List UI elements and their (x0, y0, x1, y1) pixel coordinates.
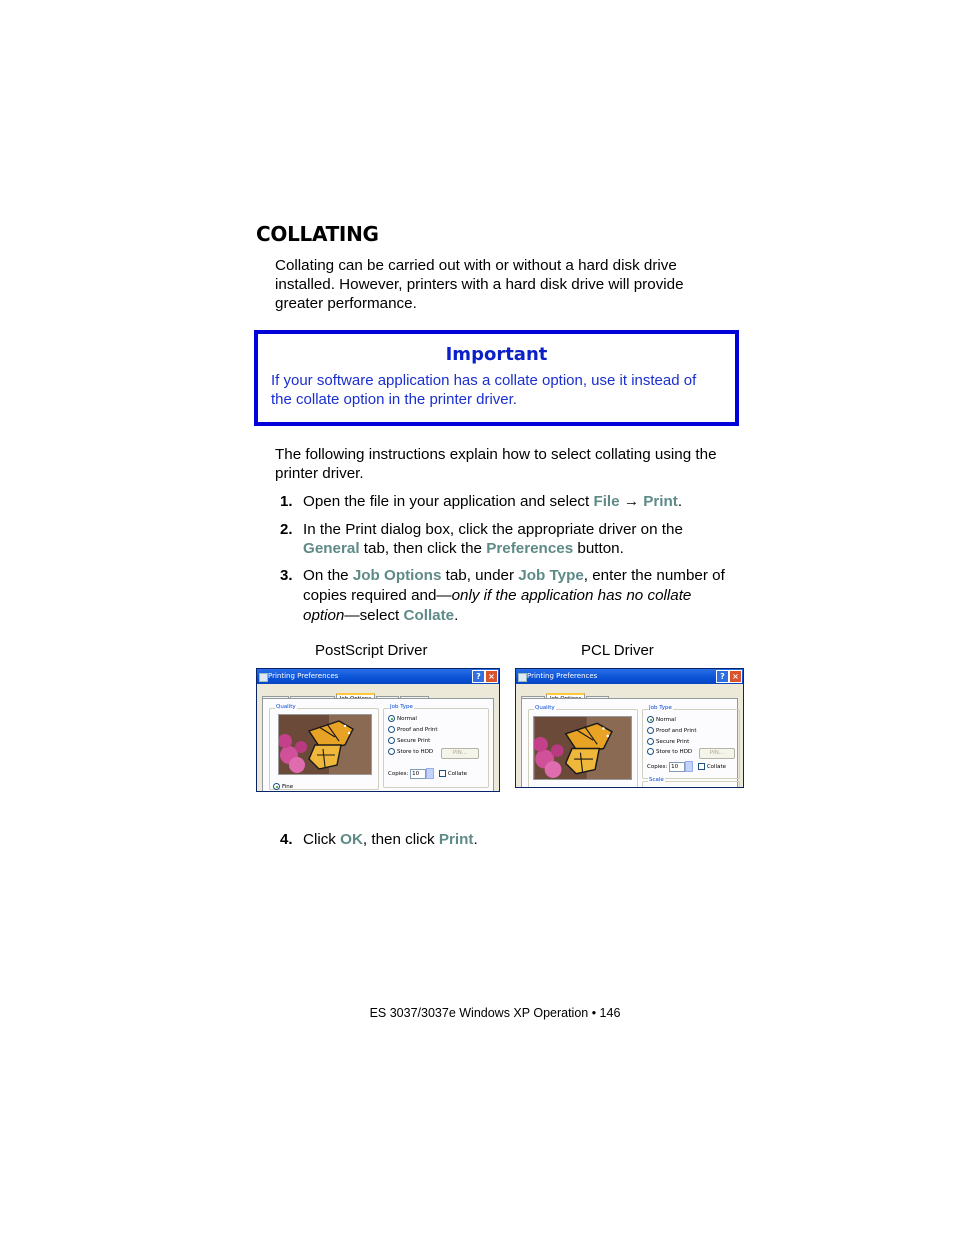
radio-normal[interactable]: Normal (388, 715, 417, 723)
quality-group (528, 705, 638, 788)
job-type-label: Job Type (390, 704, 413, 710)
step-1-text: Open the file in your application and select File → Print. (303, 493, 683, 510)
tab-strip (521, 687, 610, 698)
help-icon[interactable]: ? (716, 670, 729, 683)
copies-row (647, 761, 726, 769)
radio-secure-print[interactable]: Secure Print (388, 737, 430, 745)
dialog-title: Printing Preferences (268, 672, 339, 680)
fine-radio[interactable]: Fine (273, 783, 293, 791)
collate-ref: Collate (403, 607, 455, 624)
pin-button[interactable]: PIN... (699, 748, 735, 759)
tab-general-ref: General (303, 540, 360, 557)
step-3-text: On the Job Options tab, under Job Type, enter the number of copies required and—only if the application has no collate option—select Collate. (303, 567, 725, 624)
copies-label: Copies: (388, 771, 409, 777)
copies-input[interactable]: 10 (669, 762, 685, 772)
radio-secure-print[interactable]: Secure Print (647, 738, 689, 746)
radio-proof-and-print[interactable]: Proof and Print (388, 726, 438, 734)
intro-line: greater performance. (275, 295, 417, 312)
copies-label: Copies: (647, 764, 668, 770)
postscript-dialog (256, 668, 500, 792)
radio-normal[interactable]: Normal (647, 716, 676, 724)
important-line: the collate option in the printer driver. (271, 390, 517, 408)
copies-input[interactable]: 10 (410, 769, 426, 779)
collate-label: Collate (706, 764, 727, 770)
important-callout (254, 330, 739, 426)
butterfly-preview-image (533, 716, 632, 780)
copies-spinner[interactable] (685, 761, 693, 772)
radio-store-to-hdd[interactable]: Store to HDD (388, 748, 433, 756)
step-number: 4. (280, 831, 293, 848)
quality-label: Quality (276, 704, 296, 710)
menu-file: File (593, 493, 620, 510)
caption-postscript: PostScript Driver (315, 642, 428, 659)
step-4-text: Click OK, then click Print. (303, 831, 478, 848)
job-options-ref: Job Options (352, 567, 442, 584)
pin-button[interactable]: PIN... (441, 748, 479, 759)
pcl-dialog (515, 668, 744, 788)
quality-label: Quality (535, 705, 555, 711)
job-type-group (642, 705, 740, 779)
intro-line: Collating can be carried out with or without a hard disk drive (275, 257, 677, 274)
section-heading: COLLATING (256, 222, 379, 246)
lead-line: The following instructions explain how to select collating using the (275, 446, 717, 463)
step-number: 1. (280, 493, 293, 510)
tab-panel (262, 698, 494, 792)
step-2-text: In the Print dialog box, click the appropriate driver on the General tab, then click the Preferences button. (303, 521, 683, 557)
radio-store-to-hdd[interactable]: Store to HDD (647, 748, 692, 756)
dialog-titlebar (516, 669, 743, 684)
lead-line: printer driver. (275, 465, 364, 482)
radio-proof-and-print[interactable]: Proof and Print (647, 727, 697, 735)
scale-label: Scale (649, 777, 664, 783)
collate-label: Collate (447, 771, 468, 777)
job-type-ref: Job Type (518, 567, 584, 584)
important-text (271, 372, 721, 409)
lead-paragraph (275, 445, 745, 483)
collate-checkbox[interactable] (439, 770, 446, 777)
close-icon[interactable]: × (729, 670, 742, 683)
scale-group (642, 777, 740, 788)
copies-spinner[interactable] (426, 768, 434, 779)
step-number: 2. (280, 521, 293, 538)
dialog-titlebar (257, 669, 499, 684)
dialog-title: Printing Preferences (527, 672, 598, 680)
printer-icon (259, 673, 268, 682)
intro-paragraph (275, 256, 745, 313)
page-footer: ES 3037/3037e Windows XP Operation • 146 (369, 1006, 621, 1020)
quality-group (269, 704, 379, 790)
collate-checkbox[interactable] (698, 763, 705, 770)
menu-print: Print (643, 493, 678, 510)
preferences-ref: Preferences (486, 540, 574, 557)
ok-ref: OK (340, 831, 363, 848)
caption-pcl: PCL Driver (581, 642, 654, 659)
tab-strip (262, 687, 430, 698)
butterfly-preview-image (278, 714, 372, 775)
help-icon[interactable]: ? (472, 670, 485, 683)
printer-icon (518, 673, 527, 682)
close-icon[interactable]: × (485, 670, 498, 683)
job-type-group (383, 704, 489, 788)
copies-row (388, 768, 467, 776)
important-line: If your software application has a collate option, use it instead of (271, 372, 697, 389)
step-number: 3. (280, 567, 293, 584)
print-ref: Print (438, 831, 474, 848)
important-title: Important (445, 344, 548, 365)
tab-panel (521, 698, 738, 788)
intro-line: installed. However, printers with a hard disk drive will provide (275, 276, 684, 293)
job-type-label: Job Type (649, 705, 672, 711)
